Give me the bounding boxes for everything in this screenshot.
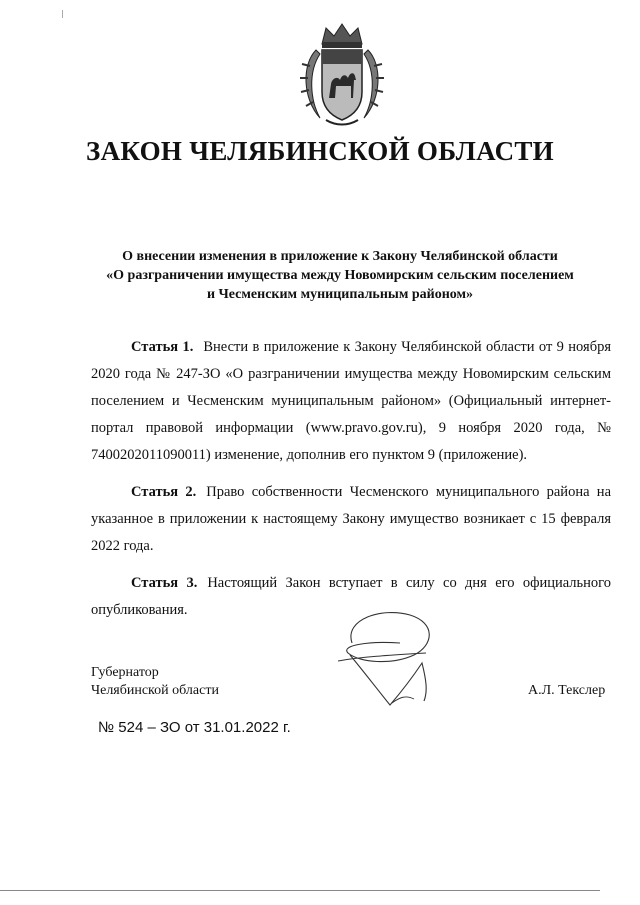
- article-text: Настоящий Закон вступает в силу со дня его официального опубликования.: [91, 575, 612, 618]
- article-label: Статья 2.: [131, 484, 197, 500]
- governor-position-line: Челябинской области: [91, 683, 219, 698]
- article-label: Статья 1.: [131, 339, 194, 355]
- law-subject: [60, 247, 620, 304]
- coat-of-arms-emblem: [296, 20, 388, 128]
- law-number-date: № 524 – ЗО от 31.01.2022 г.: [98, 719, 291, 736]
- article-text: Внести в приложение к Закону Челябинской области от 9 ноября 2020 года № 247-ЗО «О разграничении имущества между Новомирским сельским поселением и Чесменским муниципальным районом» (Официальный интернет-портал правовой информации (www.pravo.gov.ru), 9 ноября 2020 года, № 7400202011090011) изменение, дополнив его пунктом 9 (приложение).: [91, 339, 611, 463]
- governor-position-line: Губернатор: [91, 665, 159, 680]
- handwritten-signature: [330, 605, 450, 715]
- document-title: ЗАКОН ЧЕЛЯБИНСКОЙ ОБЛАСТИ: [86, 136, 554, 166]
- article-1: [91, 334, 611, 469]
- governor-name: А.Л. Текслер: [528, 683, 606, 698]
- article-label: Статья 3.: [131, 575, 198, 591]
- subject-line: «О разграничении имущества между Новомирским сельским поселением: [106, 268, 574, 283]
- article-2: [91, 479, 611, 560]
- subject-line: и Чесменским муниципальным районом»: [206, 287, 474, 302]
- governor-position: [91, 664, 219, 700]
- subject-line: О внесении изменения в приложение к Закону Челябинской области: [122, 249, 558, 264]
- article-text: Право собственности Чесменского муниципального района на указанное в приложении к настоящему Закону имущество возникает с 15 февраля 2022 года.: [91, 484, 612, 554]
- page-bottom-divider: [0, 890, 600, 891]
- scan-mark: [62, 10, 63, 18]
